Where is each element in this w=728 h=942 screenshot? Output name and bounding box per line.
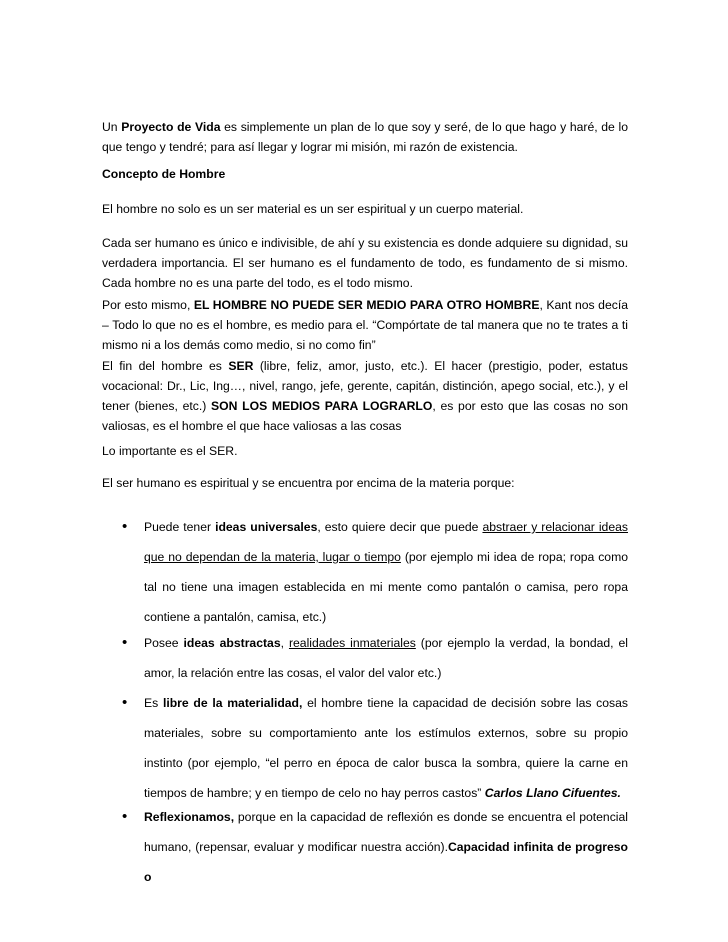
li4-bold-end: Capacidad infinita de progreso o xyxy=(144,840,629,884)
bullet-icon: • xyxy=(122,634,128,651)
paragraph-2: Cada ser humano es único e indivisible, de ahí y su existencia es donde adquiere su dignidad, su verdadera importancia. El ser humano es el fundamento de todo, es fundamento de si mismo. Cada hombre no es una parte del todo, es el todo mismo. xyxy=(102,236,628,290)
li1-text-c: , esto quiere decir que puede xyxy=(317,520,483,534)
intro-text: Un xyxy=(102,120,122,134)
li2-text-a: Posee xyxy=(144,636,184,650)
p3-bold: EL HOMBRE NO PUEDE SER MEDIO PARA OTRO HOMBRE xyxy=(193,298,540,312)
li3-author: Carlos Llano Cifuentes. xyxy=(484,786,621,800)
paragraph-6: El ser humano es espiritual y se encuentra por encima de la materia porque: xyxy=(102,476,515,490)
li1-bold: ideas universales xyxy=(215,520,318,534)
intro-bold-term: Proyecto de Vida xyxy=(121,120,221,134)
paragraph-5: Lo importante es el SER. xyxy=(102,444,238,458)
li3-text-a: Es xyxy=(144,696,163,710)
li2-text-c: , xyxy=(280,636,289,650)
li4-bold: Reflexionamos, xyxy=(144,810,235,824)
paragraph-4 xyxy=(102,356,628,436)
li1-underline: abstraer y relacionar ideas que no dependan de la materia, lugar o tiempo xyxy=(144,520,628,564)
li4-text-c: porque en la capacidad de reflexión es donde se encuentra el potencial humano, (repensar, evaluar y modificar nuestra acción). xyxy=(144,810,628,854)
p4-text-e: , es por esto que las cosas no son valiosas, es el hombre el que hace valiosas a las cosas xyxy=(102,399,628,433)
bullet-icon: • xyxy=(122,694,128,711)
li3-bold: libre de la materialidad, xyxy=(162,696,303,710)
li1-text-a: Puede tener xyxy=(144,520,216,534)
paragraph-3 xyxy=(102,295,628,355)
p4-text-a: El fin del hombre es xyxy=(102,359,229,373)
li3-text-c: el hombre tiene la capacidad de decisión sobre las cosas materiales, sobre su comportamiento ante los estímulos externos, sobre su propio instinto (por ejemplo, “el perro en época de calor busca la sombra, quiere la carne en tiempos de hambre; y en tiempo de celo no hay perros castos” xyxy=(144,696,628,800)
intro-paragraph xyxy=(102,117,628,157)
li2-underline: realidades inmateriales xyxy=(288,636,416,650)
list-item xyxy=(144,628,628,688)
list-item xyxy=(144,512,628,632)
section-heading xyxy=(102,164,628,184)
bullet-icon: • xyxy=(122,518,128,535)
list-item xyxy=(144,688,628,808)
li2-bold: ideas abstractas xyxy=(183,636,281,650)
li1-text-d: (por ejemplo mi idea de ropa; ropa como tal no tiene una imagen establecida en mi mente como pantalón o camisa, pero ropa contiene a pantalón, camisa, etc.) xyxy=(144,550,629,624)
p4-bold-ser: SER xyxy=(228,359,254,373)
intro-text-rest: es simplemente un plan de lo que soy y seré, de lo que hago y haré, de lo que tengo y tendré; para así llegar y lograr mi misión, mi razón de existencia. xyxy=(102,120,628,154)
p3-text-c: , Kant nos decía – Todo lo que no es el hombre, es medio para el. “Compórtate de tal manera que no te trates a ti mismo ni a los demás como medio, si no como fin” xyxy=(102,298,628,352)
p3-text-a: Por esto mismo, xyxy=(102,298,194,312)
heading-text: Concepto de Hombre xyxy=(102,167,226,181)
li2-text-d: (por ejemplo la verdad, la bondad, el amor, la relación entre las cosas, el valor del valor etc.) xyxy=(144,636,628,680)
list-item xyxy=(144,802,628,892)
p4-bold-medios: SON LOS MEDIOS PARA LOGRARLO xyxy=(211,399,433,413)
bullet-icon: • xyxy=(122,808,128,825)
paragraph-1: El hombre no solo es un ser material es un ser espiritual y un cuerpo material. xyxy=(102,202,524,216)
p4-text-c: (libre, feliz, amor, justo, etc.). El hacer (prestigio, poder, estatus vocacional: Dr., Lic, Ing…, nivel, rango, jefe, gerente, capitán, distinción, apego social, etc.), y el tener (bienes, etc.) xyxy=(102,359,628,413)
